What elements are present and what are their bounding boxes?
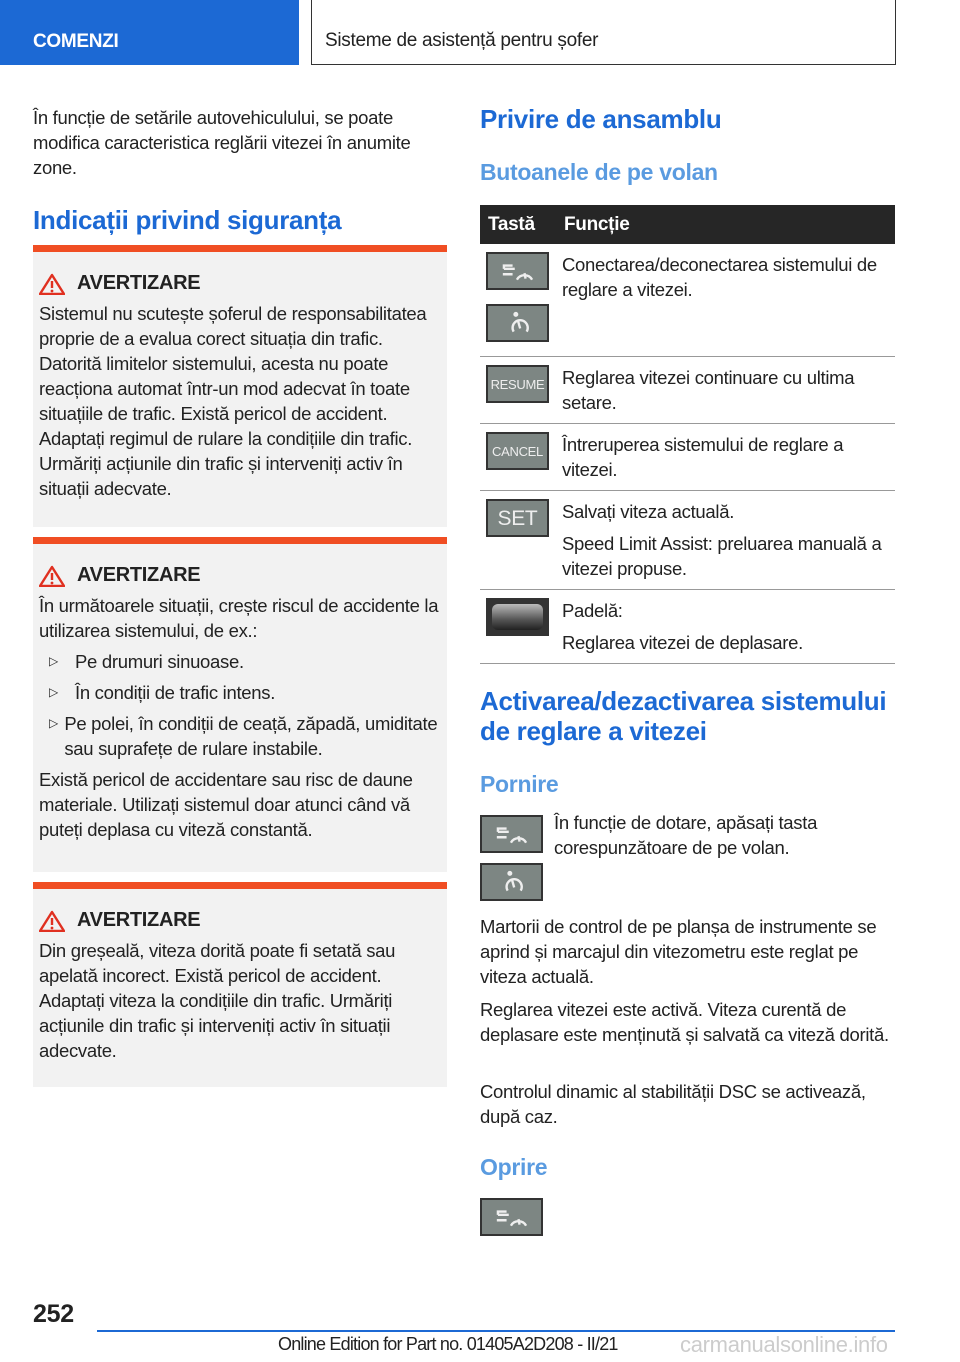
- function-text: Întreruperea sistemului de reglare a vitezei.: [562, 434, 844, 480]
- col-header-function: Funcție: [556, 205, 895, 244]
- page-number: 252: [33, 1300, 74, 1328]
- chapter-tab[interactable]: COMENZI: [0, 0, 299, 65]
- start-text: În funcție de dotare, apăsați tasta corespunzătoare de pe volan.: [554, 812, 818, 858]
- edition-text: Online Edition for Part no. 01405A2D208 - II/21: [278, 1334, 618, 1354]
- cruise-control-key: [480, 1198, 543, 1236]
- function-text: Conectarea/deconectarea sistemului de reglare a vitezei.: [562, 254, 877, 300]
- stop-heading: Oprire: [480, 1154, 548, 1180]
- warning-intro: În următoarele situații, crește riscul de accidente la utilizarea sistemului, de ex.:: [39, 595, 439, 641]
- speedometer-icon: [493, 869, 531, 895]
- bullet-text: În condiții de trafic intens.: [75, 682, 276, 703]
- safety-heading: Indicații privind siguranța: [33, 205, 342, 235]
- cruise-control-icon: [499, 258, 537, 284]
- speedometer-icon: [499, 310, 537, 336]
- paragraph: Martorii de control de pe planșa de instrumente se aprind și marcajul din vitezometru este reglat pe viteza actuală.: [480, 916, 877, 987]
- bullet-text: Pe drumuri sinuoase.: [75, 651, 244, 672]
- warning-box-2: [33, 537, 447, 872]
- paragraph: Reglarea vitezei este activă. Viteza curentă de deplasare este menținută și salvată ca viteză dorită.: [480, 999, 889, 1045]
- warning-icon: [39, 565, 65, 587]
- function-text: Reglarea vitezei continuare cu ultima setare.: [562, 367, 855, 413]
- cruise-control-key: [486, 252, 549, 290]
- cruise-control-key-alt: [480, 863, 543, 901]
- list-item: [39, 680, 439, 705]
- bullet-icon: ▷: [49, 716, 58, 730]
- warning-box-1: [33, 245, 447, 527]
- resume-key: RESUME: [486, 365, 549, 403]
- activation-heading: Activarea/dezactivarea sistemului de reglare a vitezei: [480, 686, 887, 746]
- list-item: [39, 649, 439, 674]
- table-row: [480, 424, 895, 491]
- function-text: Padelă:: [562, 600, 623, 621]
- paragraph: Controlul dinamic al stabilității DSC se activează, după caz.: [480, 1081, 866, 1127]
- buttons-heading: Butoanele de pe volan: [480, 159, 718, 185]
- cruise-control-key: [480, 815, 543, 853]
- watermark: carmanualsonline.info: [680, 1332, 888, 1357]
- function-text: Reglarea vitezei de deplasare.: [562, 632, 803, 653]
- set-key: SET: [486, 499, 549, 537]
- warning-title: AVERTIZARE: [77, 272, 201, 294]
- list-item: [39, 711, 439, 761]
- cruise-control-icon: [493, 821, 531, 847]
- table-row: [480, 357, 895, 424]
- start-heading: Pornire: [480, 771, 559, 797]
- col-header-key: Tastă: [480, 205, 556, 244]
- bullet-icon: ▷: [49, 654, 58, 668]
- warning-text: Din greșeală, viteza dorită poate fi setată sau apelată incorect. Există pericol de accident. Adaptați viteza la condițiile din trafic. Urmăriți acțiunile din trafic și interveniți activ în situații adecvate.: [39, 940, 396, 1061]
- cancel-key: CANCEL: [486, 432, 549, 470]
- function-text: Salvați viteza actuală.: [562, 501, 735, 522]
- paddle-icon: [492, 604, 543, 630]
- buttons-table: [480, 205, 895, 664]
- warning-title: AVERTIZARE: [77, 564, 201, 586]
- warning-box-3: [33, 882, 447, 1087]
- warning-icon: [39, 273, 65, 295]
- cruise-control-key-alt: [486, 304, 549, 342]
- bullet-text: Pe polei, în condiții de ceață, zăpadă, umiditate sau suprafețe de rulare instabile.: [64, 713, 438, 759]
- table-row: [480, 491, 895, 590]
- warning-icon: [39, 910, 65, 932]
- bullet-icon: ▷: [49, 685, 58, 699]
- table-row: [480, 590, 895, 664]
- warning-text: Sistemul nu scutește șoferul de responsabilitatea proprie de a evalua corect situația din trafic. Datorită limitelor sistemului, acesta nu poate reacționa automat într-un mod adecvat în toate situațiile de trafic. Există pericol de accident. Adaptați regimul de rulare la condițiile din trafic. Urmăriți acțiunile din trafic și interveniți activ în situații adecvate.: [39, 303, 427, 499]
- warning-title: AVERTIZARE: [77, 909, 201, 931]
- paddle-key: [486, 598, 549, 636]
- section-title: Sisteme de asistență pentru șofer: [311, 0, 896, 65]
- intro-text: În funcție de setările autovehiculului, se poate modifica caracteristica reglării vitezei în anumite zone.: [33, 107, 411, 178]
- function-text: Speed Limit Assist: preluarea manuală a vitezei propuse.: [562, 533, 882, 579]
- overview-heading: Privire de ansamblu: [480, 104, 722, 134]
- warning-text: Există pericol de accidentare sau risc de daune materiale. Utilizați sistemul doar atunci când vă puteți deplasa cu viteză constantă.: [39, 769, 413, 840]
- table-row: [480, 244, 895, 357]
- cruise-control-icon: [493, 1204, 531, 1230]
